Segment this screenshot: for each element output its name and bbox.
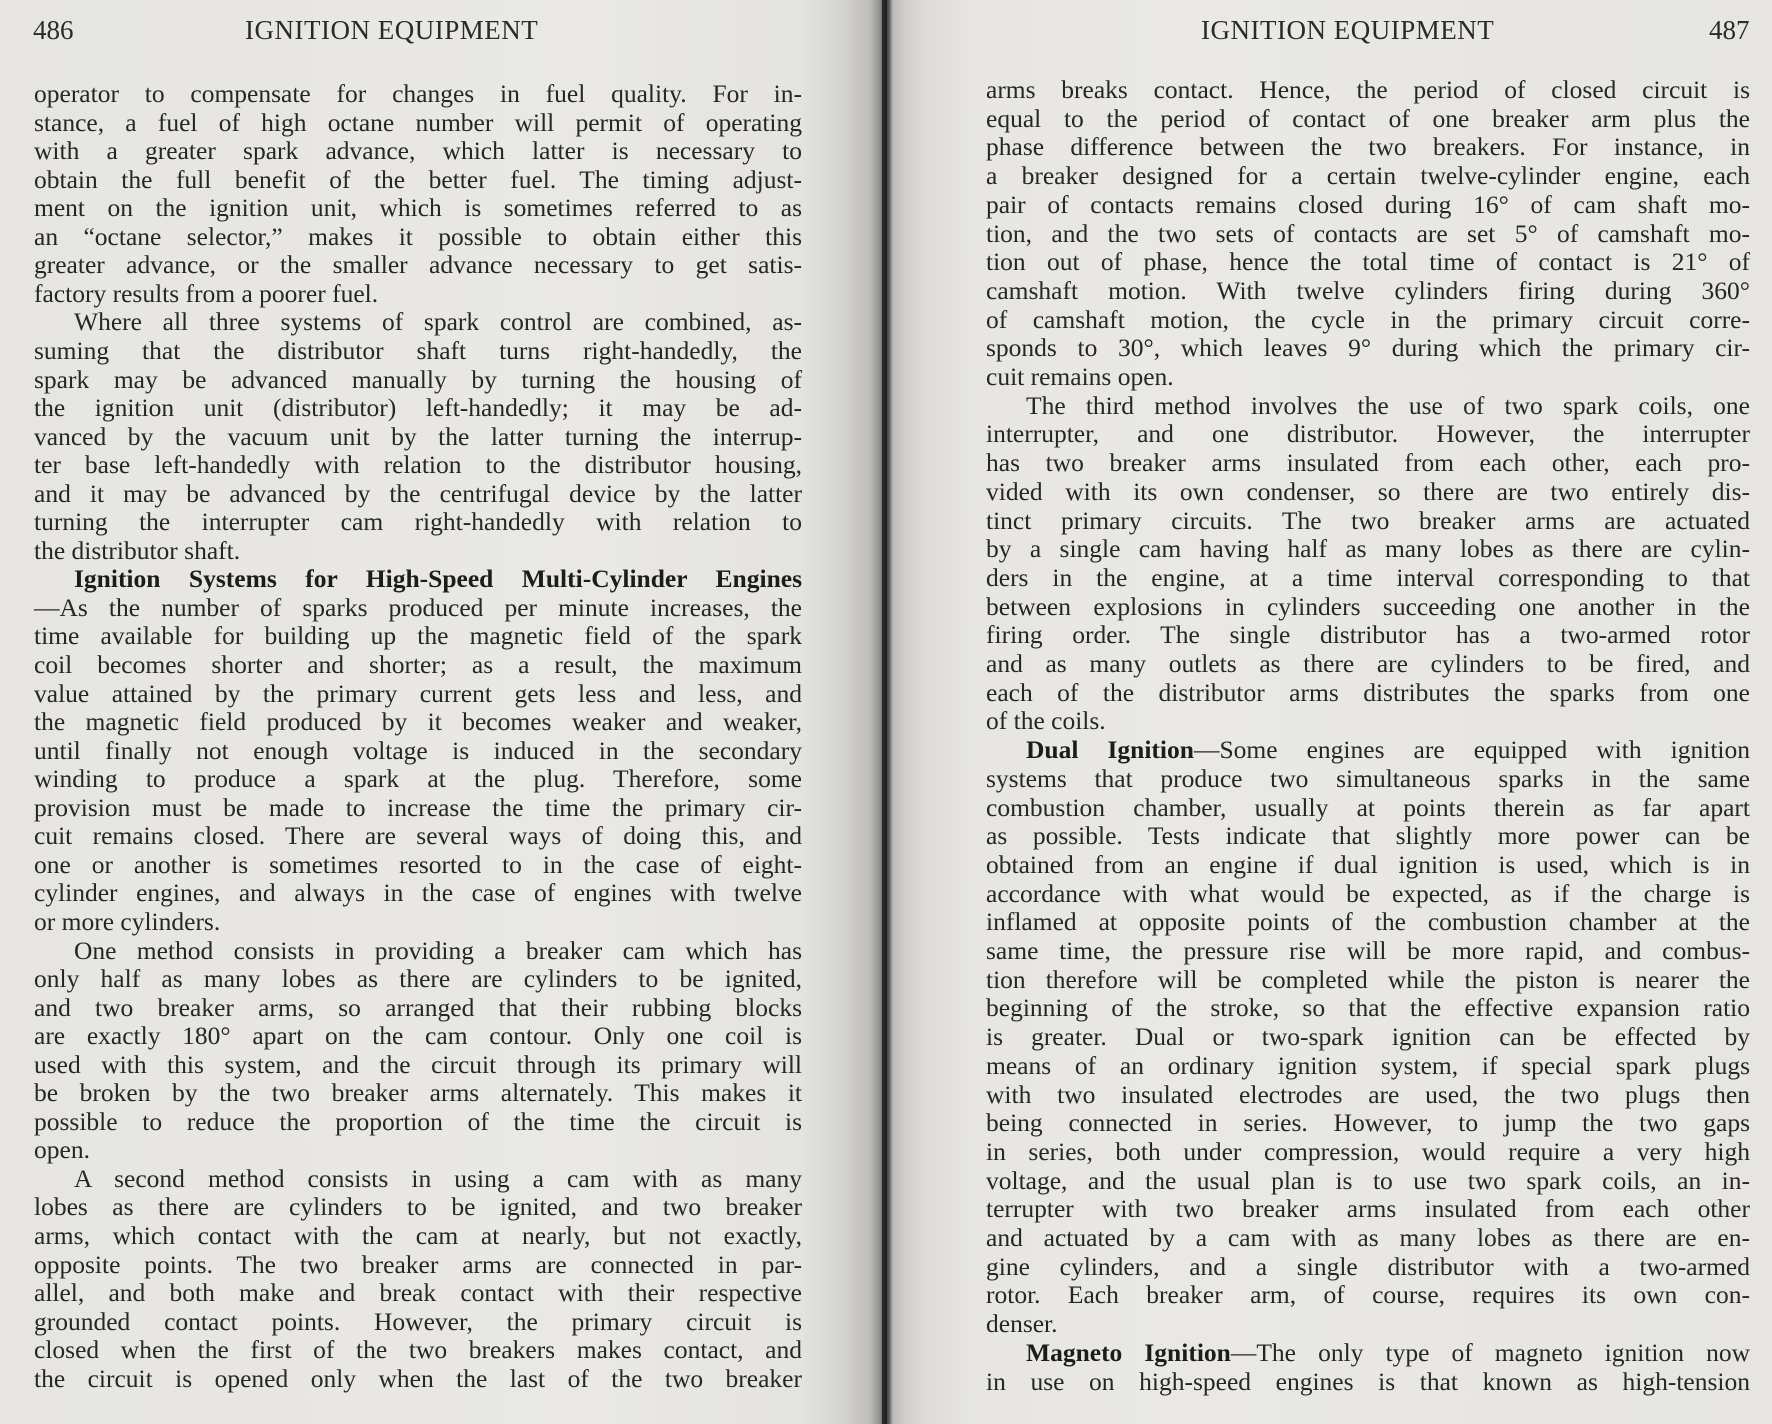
text-line: [34, 193, 802, 223]
line-text: a breaker designed for a certain twelve-cylinder engine, each: [986, 161, 1750, 191]
line-text: camshaft motion. With twelve cylinders firing during 360°: [986, 275, 1750, 305]
text-line: [986, 448, 1750, 478]
line-text: denser.: [986, 1309, 1058, 1339]
line-text: winding to produce a spark at the plug. Therefore, some: [34, 764, 802, 794]
line-text: vided with its own condenser, so there are two entirely dis-: [986, 476, 1750, 506]
line-text: Where all three systems of spark control are combined, as-: [74, 307, 802, 337]
text-line: [986, 1166, 1750, 1196]
text-line: [986, 1338, 1750, 1368]
text-line: [34, 1221, 802, 1251]
text-line: [34, 993, 802, 1023]
text-line: [34, 907, 802, 937]
text-line: [986, 305, 1750, 335]
text-line: [986, 1223, 1750, 1253]
text-line: [34, 1021, 802, 1051]
text-line: [34, 507, 802, 537]
text-line: [986, 1252, 1750, 1282]
text-line: [34, 250, 802, 280]
line-text: of camshaft motion, the cycle in the primary circuit corre-: [986, 304, 1750, 334]
text-line: [986, 276, 1750, 306]
line-text: value attained by the primary current gets less and less, and: [34, 678, 802, 708]
line-text: obtain the full benefit of the better fuel. The timing adjust-: [34, 164, 802, 194]
text-line: [986, 907, 1750, 937]
line-text: vanced by the vacuum unit by the latter turning the interrup-: [34, 421, 802, 451]
text-line: [34, 393, 802, 423]
line-text: —The only type of magneto ignition now: [1230, 1337, 1750, 1367]
text-line: [986, 706, 1750, 736]
text-line: [986, 1137, 1750, 1167]
line-text: phase difference between the two breakers. For instance, in: [986, 132, 1750, 162]
text-line: [986, 75, 1750, 105]
line-text: suming that the distributor shaft turns right-handedly, the: [34, 335, 802, 365]
text-line: [986, 592, 1750, 622]
text-line: [34, 764, 802, 794]
right-page: [885, 0, 1772, 1424]
line-text: between explosions in cylinders succeeding one another in the: [986, 591, 1750, 621]
text-line: [986, 506, 1750, 536]
text-line: [986, 219, 1750, 249]
line-text: the magnetic field produced by it becomes weaker and weaker,: [34, 707, 802, 737]
line-text: only half as many lobes as there are cylinders to be ignited,: [34, 964, 802, 994]
line-text: tion out of phase, hence the total time of contact is 21° of: [986, 247, 1750, 277]
text-line: [34, 878, 802, 908]
text-line: [34, 1164, 802, 1194]
text-line: [34, 821, 802, 851]
line-text: A second method consists in using a cam with as many: [74, 1163, 802, 1193]
line-text: The third method involves the use of two spark coils, one: [1026, 390, 1750, 420]
text-line: [986, 1080, 1750, 1110]
line-text: in series, both under compression, would require a very high: [986, 1136, 1750, 1166]
text-line: [34, 936, 802, 966]
text-line: [986, 362, 1750, 392]
text-line: [34, 307, 802, 337]
text-line: [34, 479, 802, 509]
text-line: [34, 564, 802, 594]
text-line: [986, 1022, 1750, 1052]
line-text: turning the interrupter cam right-handedly with relation to: [34, 507, 802, 537]
text-line: [34, 1278, 802, 1308]
line-text: and it may be advanced by the centrifugal device by the latter: [34, 478, 802, 508]
page-number-right: 487: [1709, 15, 1750, 45]
line-text: means of an ordinary ignition system, if special spark plugs: [986, 1050, 1750, 1080]
line-text: greater advance, or the smaller advance necessary to get satis-: [34, 250, 802, 280]
line-text: combustion chamber, usually at points therein as far apart: [986, 792, 1750, 822]
line-text: arms breaks contact. Hence, the period of closed circuit is: [986, 75, 1750, 104]
line-text: with two insulated electrodes are used, the two plugs then: [986, 1079, 1750, 1109]
line-text: the ignition unit (distributor) left-handedly; it may be ad-: [34, 393, 802, 423]
line-text: of the coils.: [986, 706, 1106, 736]
line-text: spark may be advanced manually by turning the housing of: [34, 364, 802, 394]
line-text: inflamed at opposite points of the combustion chamber at the: [986, 907, 1750, 937]
line-text: with a greater spark advance, which latter is necessary to: [34, 136, 802, 166]
line-text: cuit remains closed. There are several ways of doing this, and: [34, 821, 802, 851]
book-gutter: [882, 0, 887, 1424]
text-line: [34, 1250, 802, 1280]
text-line: [34, 136, 802, 166]
text-line: [34, 593, 802, 623]
line-text: in use on high-speed engines is that known as high-tension: [986, 1366, 1750, 1396]
running-head-left: IGNITION EQUIPMENT: [245, 15, 539, 45]
line-text: the circuit is opened only when the last of the two breaker: [34, 1363, 802, 1393]
text-line: [986, 1309, 1750, 1339]
text-line: [986, 793, 1750, 823]
text-line: [986, 1194, 1750, 1224]
text-line: [986, 190, 1750, 220]
text-line: [34, 365, 802, 395]
text-line: [34, 1050, 802, 1080]
line-text: provision must be made to increase the time the primary cir-: [34, 792, 802, 822]
line-text: accordance with what would be expected, as if the charge is: [986, 878, 1750, 908]
text-line: [986, 1280, 1750, 1310]
line-text: rotor. Each breaker arm, of course, requires its own con-: [986, 1280, 1750, 1310]
run-in-heading: Dual Ignition: [1026, 735, 1194, 765]
line-text: ter base left-handedly with relation to the distributor housing,: [34, 450, 802, 480]
text-line: [986, 620, 1750, 650]
text-line: [34, 650, 802, 680]
line-text: an “octane selector,” makes it possible to obtain either this: [34, 221, 802, 251]
line-text: each of the distributor arms distributes the sparks from one: [986, 677, 1750, 707]
line-text: beginning of the stroke, so that the effective expansion ratio: [986, 993, 1750, 1023]
line-text: until finally not enough voltage is induced in the secondary: [34, 735, 802, 765]
line-text: —Some engines are equipped with ignition: [1193, 735, 1750, 765]
line-text: cylinder engines, and always in the case of engines with twelve: [34, 878, 802, 908]
text-line: [34, 422, 802, 452]
text-line: [986, 1051, 1750, 1081]
text-line: [986, 678, 1750, 708]
line-text: are exactly 180° apart on the cam contour. Only one coil is: [34, 1021, 802, 1051]
text-line: [986, 333, 1750, 363]
text-line: [34, 1078, 802, 1108]
text-line: [34, 1192, 802, 1222]
line-text: factory results from a poorer fuel.: [34, 278, 379, 308]
text-line: [34, 964, 802, 994]
text-line: [986, 965, 1750, 995]
text-line: [34, 679, 802, 709]
text-line: [34, 222, 802, 252]
line-text: cuit remains open.: [986, 362, 1174, 391]
line-text: tion therefore will be completed while the piston is nearer the: [986, 964, 1750, 994]
line-text: coil becomes shorter and shorter; as a result, the maximum: [34, 650, 802, 679]
text-line: [34, 1307, 802, 1337]
line-text: tion, and the two sets of contacts are set 5° of camshaft mo-: [986, 218, 1750, 248]
text-line: [34, 707, 802, 737]
line-text: grounded contact points. However, the primary circuit is: [34, 1306, 802, 1336]
line-text: firing order. The single distributor has a two-armed rotor: [986, 620, 1750, 650]
line-text: pair of contacts remains closed during 16° of cam shaft mo-: [986, 189, 1750, 219]
line-text: ment on the ignition unit, which is sometimes referred to as: [34, 193, 802, 223]
text-line: [34, 1107, 802, 1137]
line-text: open.: [34, 1135, 90, 1165]
text-line: [986, 735, 1750, 765]
text-line: [34, 165, 802, 195]
line-text: by a single cam having half as many lobes as there are cylin-: [986, 534, 1750, 564]
text-line: [34, 79, 802, 109]
line-text: arms, which contact with the cam at nearly, but not exactly,: [34, 1221, 802, 1250]
line-text: and two breaker arms, so arranged that their rubbing blocks: [34, 992, 802, 1022]
run-in-heading: Magneto Ignition: [1026, 1337, 1231, 1367]
left-page: [0, 0, 885, 1424]
line-text: equal to the period of contact of one breaker arm plus the: [986, 103, 1750, 133]
line-text: is greater. Dual or two-spark ignition can be effected by: [986, 1022, 1750, 1052]
text-line: [34, 1135, 802, 1165]
text-line: [986, 764, 1750, 794]
text-line: [986, 879, 1750, 909]
line-text: and actuated by a cam with as many lobes as there are en-: [986, 1223, 1750, 1252]
line-text: being connected in series. However, to jump the two gaps: [986, 1108, 1750, 1138]
page-number-left: 486: [33, 15, 74, 45]
line-text: sponds to 30°, which leaves 9° during which the primary cir-: [986, 333, 1750, 363]
text-line: [986, 419, 1750, 449]
line-text: and as many outlets as there are cylinders to be fired, and: [986, 649, 1750, 678]
text-line: [986, 821, 1750, 851]
line-text: lobes as there are cylinders to be ignited, and two breaker: [34, 1192, 802, 1222]
text-line: [34, 1335, 802, 1365]
text-line: [986, 1367, 1750, 1397]
line-text: allel, and both make and break contact with their respective: [34, 1278, 802, 1308]
text-line: [986, 993, 1750, 1023]
line-text: or more cylinders.: [34, 906, 221, 936]
running-head-right: IGNITION EQUIPMENT: [1201, 15, 1495, 45]
text-line: [34, 336, 802, 366]
line-text: one or another is sometimes resorted to in the case of eight-: [34, 849, 802, 879]
line-text: terrupter with two breaker arms insulated from each other: [986, 1194, 1750, 1224]
line-text: systems that produce two simultaneous sparks in the same: [986, 763, 1750, 793]
run-in-heading: Ignition Systems for High-Speed Multi-Cylinder Engines: [74, 564, 802, 594]
line-text: ders in the engine, at a time interval corresponding to that: [986, 562, 1750, 592]
line-text: —As the number of sparks produced per minute increases, the: [34, 592, 802, 622]
line-text: time available for building up the magnetic field of the spark: [34, 621, 802, 651]
text-line: [34, 1364, 802, 1394]
line-text: operator to compensate for changes in fuel quality. For in-: [34, 79, 802, 108]
text-line: [986, 161, 1750, 191]
line-text: stance, a fuel of high octane number will permit of operating: [34, 107, 802, 137]
line-text: tinct primary circuits. The two breaker arms are actuated: [986, 505, 1750, 535]
text-line: [986, 1108, 1750, 1138]
line-text: interrupter, and one distributor. However, the interrupter: [986, 419, 1750, 449]
text-line: [34, 793, 802, 823]
line-text: possible to reduce the proportion of the time the circuit is: [34, 1106, 802, 1136]
text-line: [34, 621, 802, 651]
text-line: [986, 649, 1750, 679]
text-line: [986, 850, 1750, 880]
line-text: voltage, and the usual plan is to use two spark coils, an in-: [986, 1165, 1750, 1195]
text-line: [34, 536, 802, 566]
line-text: closed when the first of the two breakers makes contact, and: [34, 1335, 802, 1365]
line-text: One method consists in providing a breaker cam which has: [74, 935, 802, 965]
text-line: [34, 279, 802, 309]
text-line: [34, 450, 802, 480]
line-text: be broken by the two breaker arms alternately. This makes it: [34, 1078, 802, 1108]
line-text: obtained from an engine if dual ignition is used, which is in: [986, 849, 1750, 879]
text-line: [986, 936, 1750, 966]
line-text: opposite points. The two breaker arms are connected in par-: [34, 1249, 802, 1279]
line-text: gine cylinders, and a single distributor with a two-armed: [986, 1251, 1750, 1281]
text-line: [986, 247, 1750, 277]
text-line: [34, 108, 802, 138]
text-line: [34, 850, 802, 880]
text-line: [986, 104, 1750, 134]
line-text: used with this system, and the circuit through its primary will: [34, 1049, 802, 1079]
line-text: same time, the pressure rise will be more rapid, and combus-: [986, 936, 1750, 965]
text-line: [986, 534, 1750, 564]
text-line: [986, 391, 1750, 421]
text-line: [34, 736, 802, 766]
text-line: [986, 132, 1750, 162]
line-text: has two breaker arms insulated from each other, each pro-: [986, 448, 1750, 478]
line-text: the distributor shaft.: [34, 535, 241, 565]
text-line: [986, 477, 1750, 507]
text-line: [986, 563, 1750, 593]
line-text: as possible. Tests indicate that slightly more power can be: [986, 821, 1750, 851]
